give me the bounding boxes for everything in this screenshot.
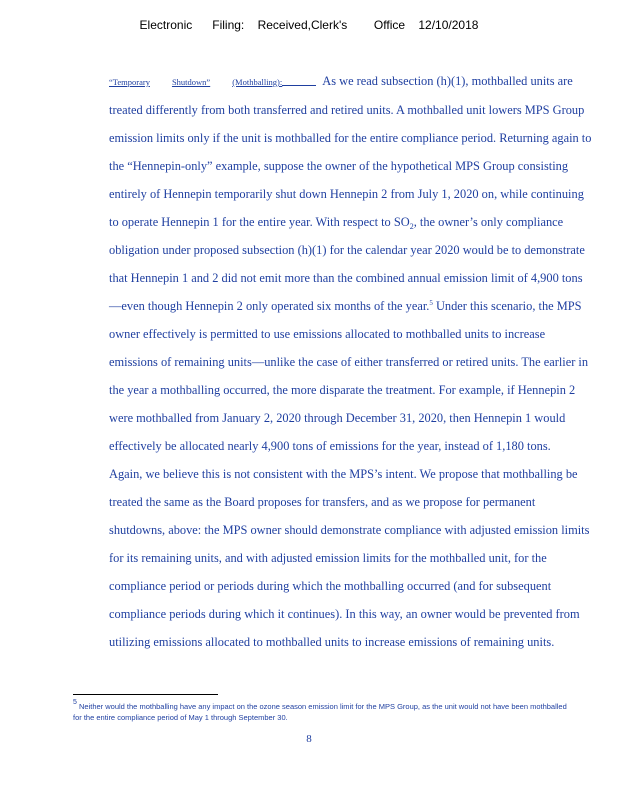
heading-underline	[282, 75, 316, 86]
footnote-text: Neither would the mothballing have any impact on the ozone season emission limit for the MPS Group, as the unit would not have been mothballed for the entire compliance period of May 1 through September 30.	[73, 702, 567, 722]
so2-subscript: 2	[409, 222, 414, 231]
heading-part-shutdown: Shutdown”	[171, 77, 211, 87]
footnote-number: 5	[73, 699, 77, 706]
paragraph-text-2: , the owner’s only compliance obligation under proposed subsection (h)(1) for the calendar year 2020 would be to demonstrate that Hennepin 1 and 2 did not emit more than the combined annual emission limit of 4,900 tons—even though Hennepin 2 only operated six months of the year.	[109, 215, 585, 313]
page-number: 8	[306, 733, 312, 745]
document-body	[73, 67, 593, 656]
heading-part-mothballing: (Mothballing):	[232, 77, 283, 87]
paragraph-text-1: As we read subsection (h)(1), mothballed units are treated differently from both transferred and retired units. A mothballed unit lowers MPS Group emission limits only if the unit is mothballed for the entire compliance period. Returning again to the “Hennepin-only” example, suppose the owner of the hypothetical MPS Group consisting entirely of Hennepin temporarily shut down Hennepin 2 from July 1, 2020 on, while continuing to operate Hennepin 1 for the entire year. With respect to SO	[109, 74, 592, 229]
heading-part-temporary: “Temporary	[109, 77, 150, 87]
footnote-divider	[73, 694, 218, 695]
section-heading	[109, 77, 282, 87]
paragraph-text-3: Under this scenario, the MPS owner effectively is permitted to use emissions allocated to mothballed units to increase emissions of remaining units—unlike the case of either transferred or retired units. The earlier in the year a mothballing occurred, the more disparate the treatment. For example, if Hennepin 2 were mothballed from January 2, 2020 through December 31, 2020, then Hennepin 1 would effectively be allocated nearly 4,900 tons of emissions for the year, instead of 1,180 tons.	[109, 299, 589, 453]
paragraph-mothballing	[73, 67, 593, 460]
footnote	[73, 701, 573, 723]
footnote-reference[interactable]: 5	[429, 299, 433, 307]
filing-header: Electronic Filing: Received,Clerk's Office 12/10/2018	[139, 18, 479, 32]
paragraph-consistency: Again, we believe this is not consistent with the MPS’s intent. We propose that mothballing be treated the same as the Board proposes for transfers, and as we propose for permanent shutdowns, above: the MPS owner should demonstrate compliance with adjusted emission limits for its remaining units, and with adjusted emission limits for the mothballed unit, for the compliance period or periods during which the mothballing occurred (and for subsequent compliance periods during which it continues). In this way, an owner would be prevented from utilizing emissions allocated to mothballed units to increase emissions of remaining units.	[109, 467, 590, 649]
